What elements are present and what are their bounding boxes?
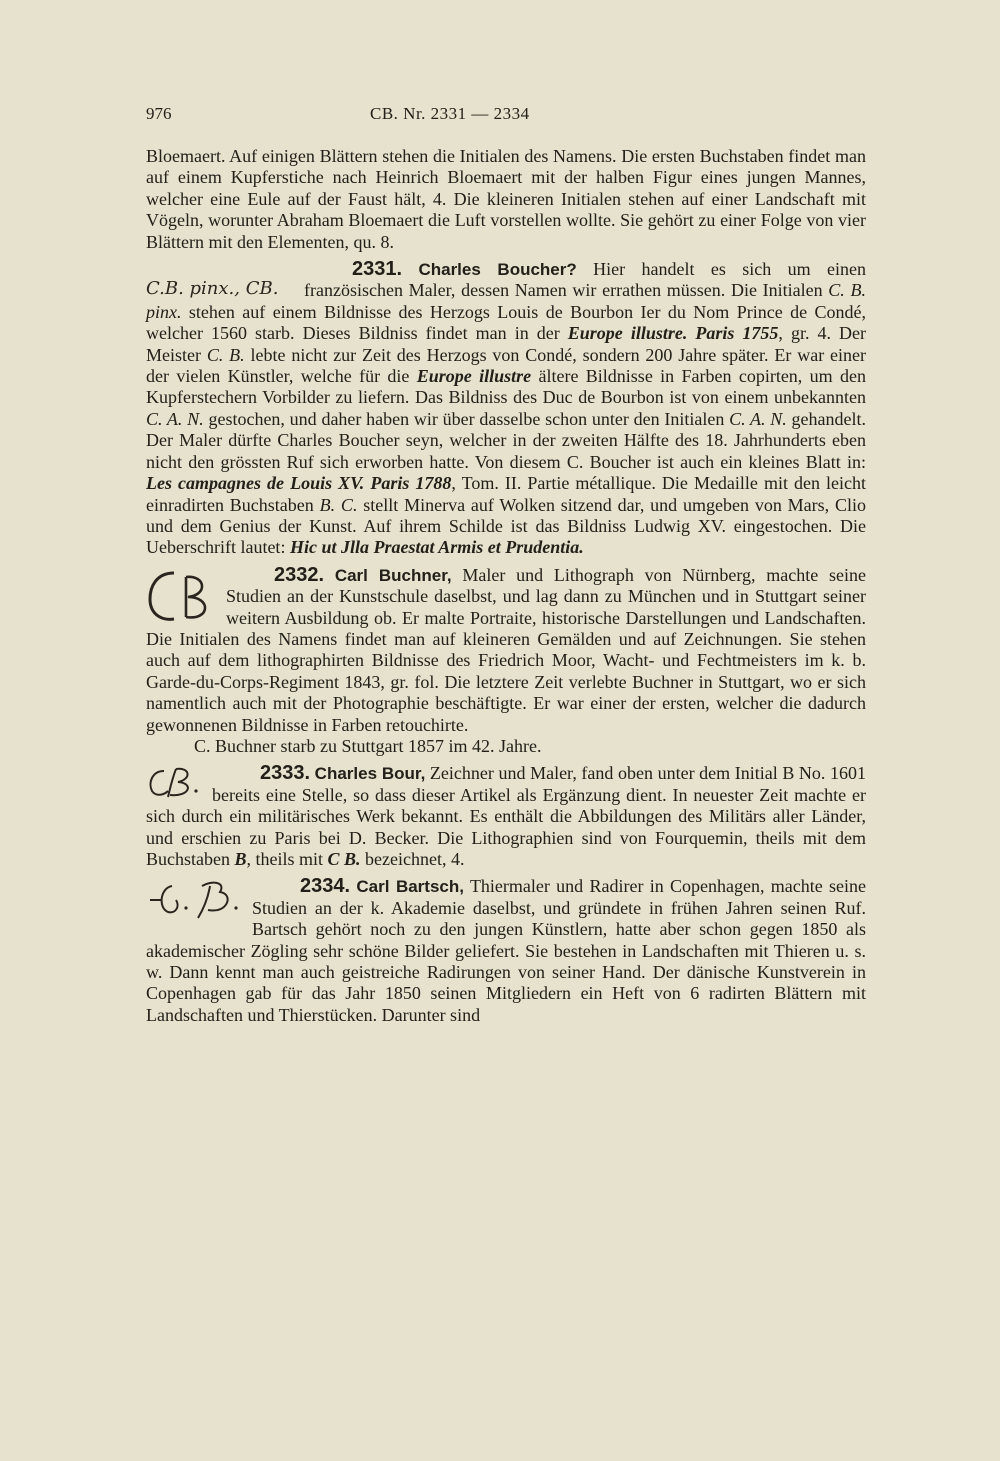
entry-number: 2331. [352, 258, 403, 281]
italic-run: C. B. pinx. [146, 280, 866, 322]
italic-run: C. B. [206, 344, 245, 365]
title-run: Europe illustre. Paris 1755 [567, 323, 779, 344]
entry-2334-text [146, 876, 866, 1026]
entry-number: 2333. [260, 762, 311, 785]
italic-run: B [234, 849, 247, 869]
entry-2332-text [146, 565, 866, 736]
entry-2331-text [146, 259, 866, 559]
text-run: , Tom. II. Partie métallique. Die Medaille mit den leicht einradirten Buchstaben [146, 473, 866, 515]
entry-name: Charles Boucher? [418, 260, 577, 280]
entry-2332 [146, 565, 866, 758]
monogram-c-b-pinx: C.B. pinx., CB. [146, 278, 279, 300]
entry-2332-note: C. Buchner starb zu Stuttgart 1857 im 42. Jahre. [194, 735, 542, 756]
entry-number: 2332. [274, 563, 325, 586]
italic-run: C B. [327, 849, 361, 869]
title-run: Hic ut Jlla Praestat Armis et Prudentia. [289, 537, 584, 558]
entry-name: Carl Bartsch, [356, 877, 464, 897]
entry-body: Maler und Lithograph von Nürnberg, machte seine Studien an der Kunstschule daselbst, und lag dann zu München und in Stuttgart seiner weitern Ausbildung ob. Er malte Portraite, historische Darstellungen und Landschaften. Die Initialen des Namens findet man auf kleineren Gemälden und auf Zeichnungen. Sie stehen auch auf dem lithographirten Bildnisse des Friedrich Moor, Wacht- und Fechtmeisters im k. b. Garde-du-Corps-Regiment 1843, gr. fol. Die letztere Zeit verlebte Buchner in Stuttgart, wo er sich namentlich auch mit der Photographie beschäftigte. Er war einer der ersten, welcher die dadurch gewonnenen Bildnisse in Farben retouchirte. [146, 564, 866, 735]
text-run: stehen auf einem Bildnisse des Herzogs Louis de Bourbon Ier du Nom Prince de Condé, welcher 1560 starb. Dieses Bildniss findet man in der [146, 301, 866, 344]
italic-run: C. A. N. [146, 408, 204, 429]
text-run: gehandelt. Der Maler dürfte Charles Boucher seyn, welcher in der zweiten Hälfte des 18. Jahrhunderts eben nicht den grössten Ruf sich erworben hatte. Von diesem C. Boucher ist auch ein kleines Blatt in: [146, 408, 867, 472]
entry-body: Thiermaler und Radirer in Copenhagen, machte seine Studien an der k. Akademie daselbst, und gründete in frühen Jahren seinen Ruf. Bartsch gehört noch zu den jungen Künstlern, hatte aber schon gegen 1850 als akademischer Zögling sehr schöne Bilder geliefert. Sie bestehen in Landschaften mit Thieren u. s. w. Dann kennt man auch geistreiche Radirungen von seiner Hand. Der dänische Kunstverein in Copenhagen gab für das Jahr 1850 seinen Mitgliedern ein Heft von 6 radirten Blättern mit Landschaften und Thierstücken. Darunter sind [146, 876, 867, 1025]
page-header [146, 100, 866, 130]
entry-2333 [146, 763, 866, 870]
title-run: Les campagnes de Louis XV. Paris 1788 [146, 473, 452, 494]
text-run: Hier handelt es sich um einen französischen Maler, dessen Namen wir errathen müssen. Die Initialen [304, 259, 867, 301]
entry-2333-text [146, 763, 866, 870]
text-block [146, 146, 866, 1026]
text-run: , gr. 4. Der Meister [146, 323, 867, 365]
entry-2331 [146, 259, 866, 559]
italic-run: C. A. N. [729, 408, 787, 429]
italic-run: B. C. [319, 494, 358, 515]
monogram-cb-icon [146, 567, 216, 627]
monogram-cb-script-icon [146, 765, 202, 801]
intro-paragraph: Bloemaert. Auf einigen Blättern stehen die Initialen des Namens. Die ersten Buchstaben findet man auf einem Kupferstiche nach Heinrich Bloemaert mit der halben Figur eines jungen Mannes, welcher eine Eule auf der Faust hält, 4. Die kleineren Initialen stehen auf einer Landschaft mit Vögeln, worunter Abraham Bloemaert die Luft vorstellen wollte. Sie gehört zu einer Folge von vier Blättern mit den Elementen, qu. 8. [146, 146, 866, 252]
text-run: bezeichnet, 4. [360, 849, 465, 869]
text-run: , theils mit [246, 849, 328, 869]
text-run: stellt Minerva auf Wolken sitzend dar, und umgeben von Mars, Clio und dem Genius der Kunst. Auf ihrem Schilde ist das Bildniss Ludwig XV. eingestochen. Die Ueberschrift lautet: [146, 494, 866, 558]
entry-number: 2334. [300, 875, 351, 898]
monogram-c-b-flourish-icon [146, 878, 242, 924]
title-run: Europe illustre [416, 366, 532, 387]
entry-2334 [146, 876, 866, 1026]
entry-name: Carl Buchner, [334, 565, 452, 585]
text-run: Zeichner und Maler, fand oben unter dem Initial B No. 1601 bereits eine Stelle, so dass dieser Artikel als Ergänzung dient. In neuester Zeit machte er sich durch ein militärisches Werk bekannt. Es enthält die Abbildungen des Militärs aller Länder, und erschien zu Paris bei D. Becker. Die Lithographien sind von Fourquemin, theils mit dem Buchstaben [146, 763, 867, 869]
page-number: 976 [146, 104, 172, 123]
text-run: ältere Bildnisse in Farben copirten, um den Kupferstechern Vorbilder zu liefern. Das Bildniss des Duc de Bourbon ist von einem unbekannten [146, 366, 866, 408]
text-run: lebte nicht zur Zeit des Herzogs von Condé, sondern 200 Jahre später. Er war einer der vielen Künstler, welche für die [146, 344, 866, 387]
text-run: gestochen, und daher haben wir über dasselbe schon unter den Initialen [203, 408, 730, 429]
running-head: CB. Nr. 2331 — 2334 [370, 104, 530, 123]
entry-name: Charles Bour, [314, 764, 426, 784]
